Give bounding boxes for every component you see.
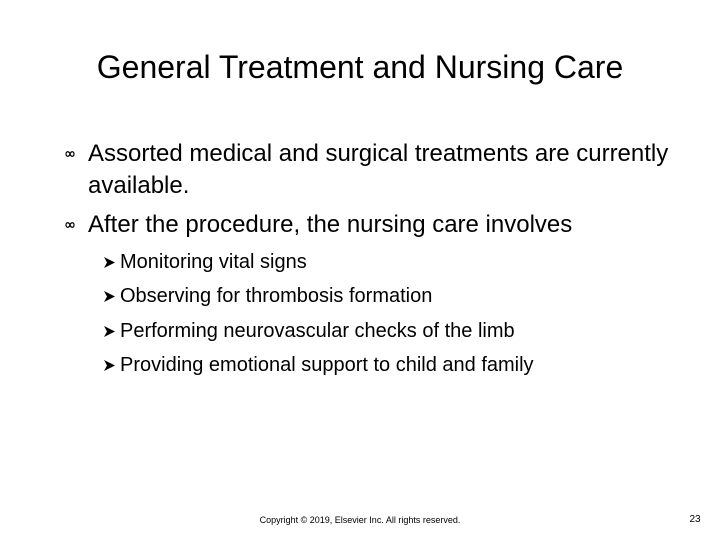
subbullet-monitoring: Monitoring vital signs	[120, 251, 307, 273]
infinity-bullet-icon	[62, 217, 78, 233]
arrowhead-bullet-icon	[103, 325, 116, 338]
subbullet-thrombosis: Observing for thrombosis formation	[120, 285, 433, 307]
page-number: 23	[689, 514, 701, 525]
bullet-item-treatments: Assorted medical and surgical treatments are currently available.	[88, 140, 669, 199]
arrowhead-bullet-icon	[103, 256, 116, 269]
subbullet-neurovascular: Performing neurovascular checks of the limb	[120, 320, 515, 342]
arrowhead-bullet-icon	[103, 290, 116, 303]
infinity-bullet-icon	[62, 146, 78, 162]
arrowhead-bullet-icon	[103, 359, 116, 372]
bullet-item-nursing-care: After the procedure, the nursing care involves	[88, 211, 573, 238]
subbullet-emotional-support: Providing emotional support to child and family	[120, 354, 534, 376]
slide-title: General Treatment and Nursing Care	[96, 49, 624, 85]
footer-copyright: Copyright © 2019, Elsevier Inc. All rights reserved.	[259, 515, 461, 525]
